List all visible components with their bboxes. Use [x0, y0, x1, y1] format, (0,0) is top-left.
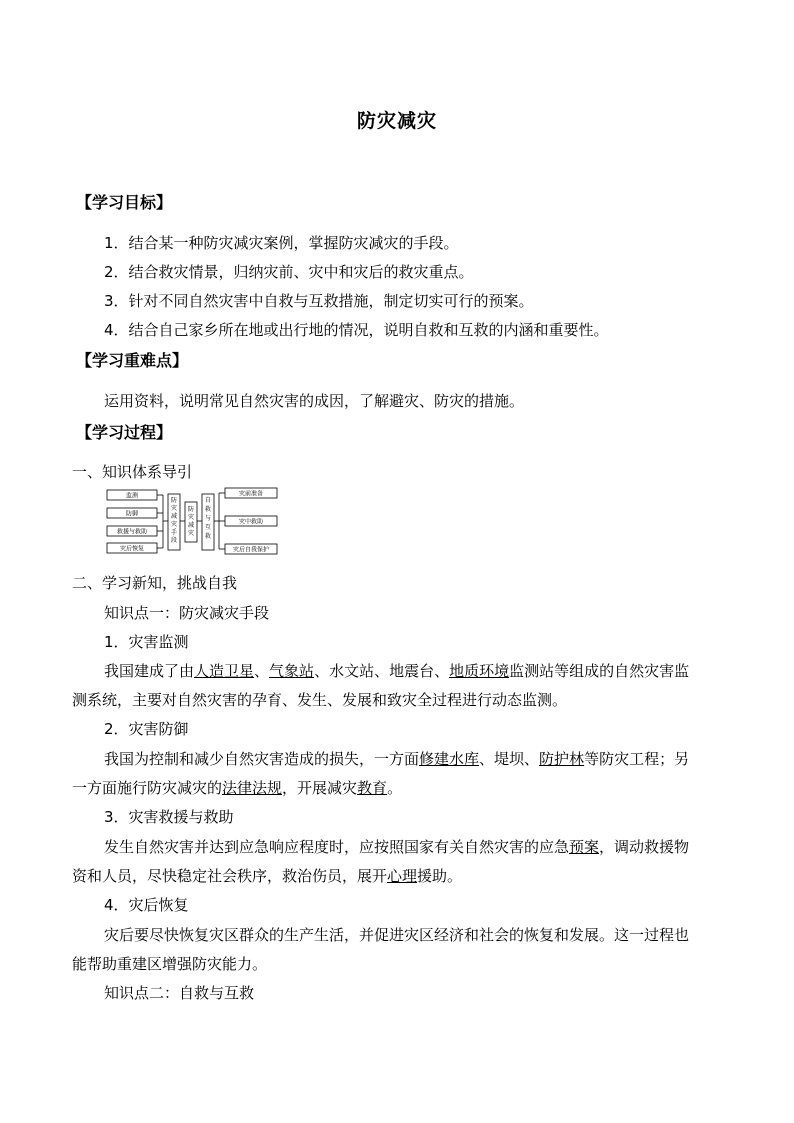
knowledge-structure-diagram — [105, 484, 280, 558]
goal-item-4: 4．结合自己家乡所在地或出行地的情况，说明自救和互救的内涵和重要性。 — [104, 321, 609, 339]
goal-item-2: 2．结合救灾情景，归纳灾前、灾中和灾后的救灾重点。 — [104, 263, 474, 281]
s1-line1: 我国建成了由人造卫星、气象站、水文站、地震台、地质环境监测站等组成的自然灾害监 — [104, 662, 690, 680]
key-points-heading: 【学习重难点】 — [76, 351, 189, 370]
diagram-label-defense: 防御 — [125, 510, 139, 518]
diagram-label-self-rescue: 自救与互救 — [204, 497, 212, 540]
s3-line2: 资和人员，尽快稳定社会秩序，救治伤员，展开心理援助。 — [72, 867, 463, 885]
s2-title: 2．灾害防御 — [104, 720, 189, 738]
s1-line2: 测系统，主要对自然灾害的孕育、发生、发展和致灾全过程进行动态监测。 — [72, 691, 568, 709]
goal-item-3: 3．针对不同自然灾害中自救与互救措施，制定切实可行的预案。 — [104, 292, 534, 310]
knowledge-point-2: 知识点二：自救与互救 — [104, 984, 255, 1002]
s3-line1: 发生自然灾害并达到应急响应程度时，应按照国家有关自然灾害的应急预案，调动救援物 — [104, 838, 690, 856]
s4-title: 4．灾后恢复 — [104, 896, 189, 914]
s3-title: 3．灾害救援与救助 — [104, 808, 234, 826]
diagram-label-before: 灾前准备 — [238, 490, 264, 498]
diagram-label-center: 防灾减灾 — [187, 506, 195, 537]
goal-item-1: 1．结合某一种防灾减灾案例，掌握防灾减灾的手段。 — [104, 234, 459, 252]
diagram-label-after: 灾后自我保护 — [232, 546, 270, 554]
key-points-text: 运用资料，说明常见自然灾害的成因，了解避灾、防灾的措施。 — [104, 392, 525, 410]
s4-line1: 灾后要尽快恢复灾区群众的生产生活，并促进灾区经济和社会的恢复和发展。这一过程也 — [104, 926, 690, 944]
diagram-label-recovery: 灾后恢复 — [119, 545, 145, 553]
diagram-label-rescue: 救援与救助 — [116, 528, 148, 536]
s2-line2: 一方面施行防灾减灾的法律法规，开展减灾教育。 — [72, 779, 403, 797]
diagram-label-during: 灾中救助 — [238, 518, 264, 526]
knowledge-point-1: 知识点一：防灾减灾手段 — [104, 604, 270, 622]
s4-line2: 能帮助重建区增强防灾能力。 — [72, 955, 268, 973]
s1-title: 1．灾害监测 — [104, 633, 189, 651]
s2-line1: 我国为控制和减少自然灾害造成的损失，一方面修建水库、堤坝、防护林等防灾工程；另 — [104, 750, 690, 768]
part2-title: 二、学习新知，挑战自我 — [72, 574, 238, 592]
page-title: 防灾减灾 — [356, 110, 437, 132]
diagram-label-means: 防灾减灾手段 — [170, 497, 178, 544]
diagram-label-monitor: 监测 — [125, 492, 139, 500]
part1-title: 一、知识体系导引 — [72, 463, 193, 481]
learning-process-heading: 【学习过程】 — [76, 423, 173, 442]
learning-goals-heading: 【学习目标】 — [76, 193, 173, 212]
